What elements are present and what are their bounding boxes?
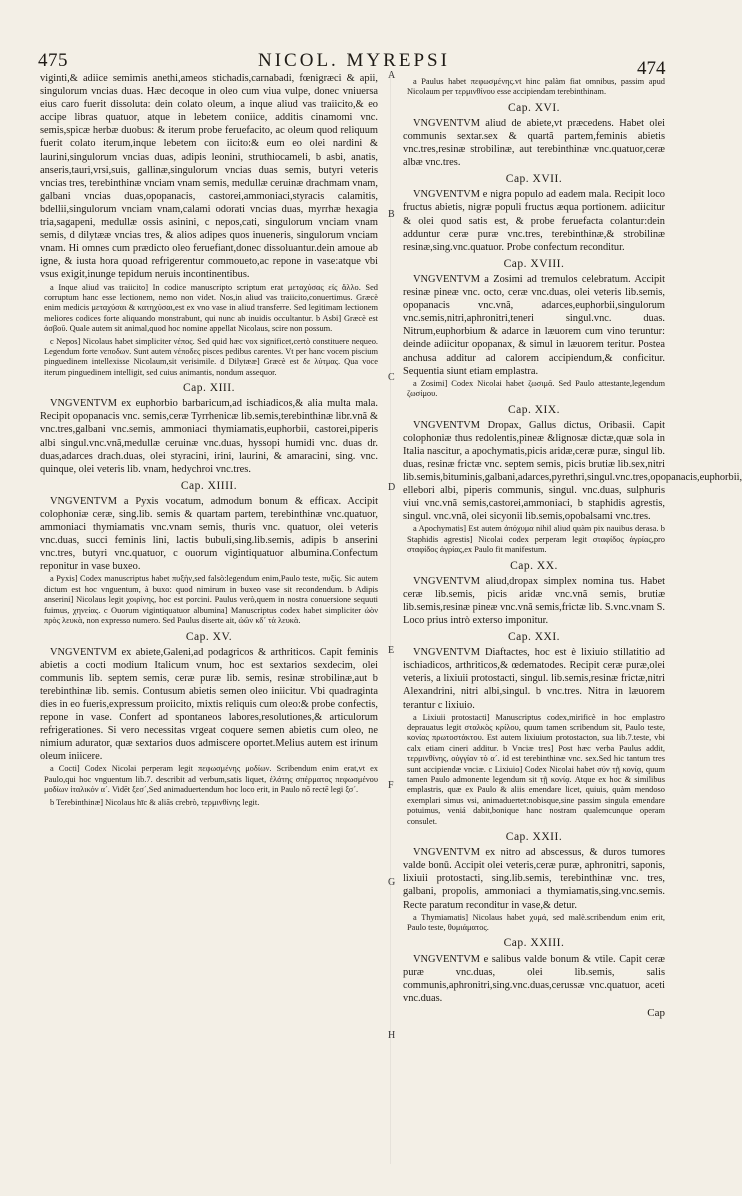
chapter-heading: Cap. XXII. xyxy=(505,831,563,844)
footnote-block: c Nepos] Nicolaus habet simpliciter νέπος. Sed quid hæc vox significet,certò constituere nequeo. Legendum forte νεποδων. Sunt autem νέποδες pisces pedibus carentes. Vt per hanc vocem piscium pinguedinem intellexisse Nicolaum,sit verisimile. d Dilytææ] Græcè est δε λύτμας. Qua voce iterum pinguedinem intelligit, sed cuius animantis, nondum assequor. xyxy=(44,336,378,377)
footnote-block: a Apochymatis] Est autem ἀπόχυμα nihil aliud quàm pix nauibus derasa. b Staphidis agrestis] Nicolai codex perperam legit σταφίδος ἀγρίας,pro σταφίδος ἀγρίας,ex Paulo fit manifestum. xyxy=(407,524,665,555)
chapter-heading: Cap. XIIII. xyxy=(180,479,238,492)
page-number-right: 474 xyxy=(637,58,666,79)
right-column xyxy=(403,76,742,1020)
chapter-heading: Cap. XXI. xyxy=(507,631,561,644)
chapter-heading: Cap. XIX. xyxy=(507,403,561,416)
margin-letter-e: E xyxy=(388,645,395,656)
recipe-paragraph: VNGVENTVM e salibus valde bonum & vtile. Capit ceræ puræ vnc.duas, olei lib.semis, salis communis,aphronitri,sing.vnc.duas,cerussæ vnc.quatuor, aceti vnc.duas. xyxy=(403,953,665,1004)
margin-letter-a: A xyxy=(388,70,396,81)
chapter-heading: Cap. XVIII. xyxy=(503,257,565,270)
recipe-paragraph: VNGVENTVM aliud,dropax simplex nomina tus. Habet ceræ lib.semis, picis aridæ vnc.vnã semis, brutiæ lib.semis,resinæ pineæ vnc.vnã semis,frictæ lib. S.vnc.vnam S. Loco prius intrò exterso imponitur. xyxy=(403,575,665,626)
footnote-block: a Inque aliud vas traiicito] In codice manuscripto scriptum erat μεταχύσας εἰς ἄλλο. Sed corruptum hanc esse lectionem, nemo non videt. Nos,in aliud vas traiicito,conuertimus. Græcè enim medicis μεταχύσαι & κατηχύσαι,est ex vno vase in aliud transferre. Sed legitimam lectionem meliores codices forte aliquando monstrabunt, qui nunc ab inuidis occultantur. b Asbi] Græcè est ἀσβοῦ. Quale autem sit animal,quod hoc nomine appellat Nicolaus, scire non possum. xyxy=(44,282,378,334)
column-gutter xyxy=(390,74,391,1164)
paragraph-continuation: viginti,& adiice semimis anethi,ameos stichadis,carnabadi, fœnigræci & apii, singulorum vncias duas. Hæc decoque in oleo cum viua vulpe, donec vniuersa eius caro fuerit dissoluta: dein colato oleum, a inque aliud vas traiicito,& eo accipe libras quatuor, atque in lebetem coniice, additis cinamomi vnc. semis,spicæ herbæ duobus: & iterum probe feruefacito, ac oleum quod reliquum fuerit colato iterum,inque lebetem con iicito:& eum eo olei nardini & laurini,singulorum vncias duas, adipis leonini, struthiocameli, b asbi, anatis, anseris,tauri,vrsi,suis, gallinæ,singulorum vncias duas semis, butyri veteris vncias tres, terebinthinæ vnciam vnam semis, medullæ ceruinæ drachmam vnam, galbani vncias duas,opopanacis, castorei,ammoniaci,styracis calamitis, bdellii,singulorum vnciam vnam,calami odorati vncias duas, myrrhæ hexagia tria,sagapeni, medullæ ossis asinini, c nepos,cati, singulorum vnciam vnam semis, d dilytææ vncias tres, & alios adipes quos inueneris, singulorum vnciam vnam. Hi omnes cum prædicto oleo feruefiant,donec dissoluantur.dein amoue ab igne, & iusta hora quoad refrigerentur commoueto,ac repone in vase:atque vbi vsus exigit,inunge tepidum neruis incontinentibus. xyxy=(40,73,378,281)
recipe-paragraph: VNGVENTVM aliud de abiete,vt præcedens. Habet olei communis sextar.sex & quartã partem,feminis abietis vnc.tres,resinæ strobilinæ, aut terebinthinæ vnc.quatuor,ceræ albæ vnc.tres. xyxy=(403,117,665,169)
footnote-block: a Cocti] Codex Nicolai perperam legit πεφωσμένης μοδίων. Scribendum enim erat,vt ex Paulo,qui hoc vnguentum lib.7. describit ad verbum,satis liquet, ἐλάτης σπέρματος πεφωσμένου μοδίων ἰταλικόν α´. Vidēt ξεσ´,Sed animaduertendum hoc loco erit, in Paulo nō rectē legi ξσ´. xyxy=(44,764,378,795)
catchword: Cap xyxy=(647,1006,665,1019)
footnote-block: b Terebinthinæ] Nicolaus hīc & aliās crebrò, τερμινθίνης legit. xyxy=(50,797,260,807)
chapter-heading: Cap. XVII. xyxy=(505,173,563,186)
footnote-block: a Zosimi] Codex Nicolai habet ζωσιμᾶ. Sed Paulo attestante,legendum ζωσίμου. xyxy=(407,378,665,399)
recipe-paragraph: VNGVENTVM e nigra populo ad eadem mala. Recipit loco fructus abietis, nigræ populi fructus æqua portionem. adiicitur & olei quod satis est, & probe feruefacta colantur:dein adduntur ceræ puræ vnc.tres, terebinthinæ,& strobilinæ resinæ,sing.vnc.quatuor. Probe confectum reconditur. xyxy=(403,189,665,253)
recipe-paragraph: VNGVENTVM ex euphorbio barbaricum,ad ischiadicos,& alia multa mala. Recipit opopanacis vnc. semis,ceræ Tyrrhenicæ lib.semis,terebinthinæ libr.vnã & vnc.tres,galbani vnc.semis, ammoniaci thymiamatis,euphorbii, castorei,piperis albi singul.vnc.vnã,medullæ ceruinæ vnc.duas, hyssopi humidi vnc. duas dr. duas,adarces drach.duas, olei styracini, irini, laurini, & amaracini, sing. vnc. quinque, olei veteris lib. vnam, hedychroi vnc.tres. xyxy=(40,398,378,475)
margin-letter-h: H xyxy=(388,1030,396,1041)
chapter-heading: Cap. XV. xyxy=(185,630,233,643)
recipe-paragraph: VNGVENTVM a Zosimi ad tremulos celebratum. Accipit resinæ pineæ vnc. octo, ceræ vnc.duas, olei veteris lib.semis, opopanacis vnc.vnã, adarces,euphorbii,singulorum vnc.semis,nitri,aphronitri,teneri singul.vnc. duas. Nitrum,euphorbium & adarce in læuorem cum vino teruntur: deinde adiicitur opopanax, & simul in læuorem teritur. Postea anchusa additur ad calorem accipiendum,& conficitur. Sequentia siunt etiam emplastra. xyxy=(403,273,665,377)
chapter-heading: Cap. XX. xyxy=(510,559,558,572)
margin-letter-g: G xyxy=(388,877,396,888)
margin-letter-c: C xyxy=(388,372,395,383)
recipe-paragraph: VNGVENTVM Diaftactes, hoc est è lixiuio stillatitio ad ischiadicos, arthriticos,& œdematodes. Recipit ceræ puræ,olei veteris, a lixiuii protostacti, singul. lib.semis,resinæ frictæ,nitri Alexandrini, nitri albi,singul. b vnc.tres. Nitra in læuorem terantur c lixiuio. xyxy=(403,647,665,711)
recipe-paragraph: VNGVENTVM ex nitro ad abscessus, & duros tumores valde bonū. Accipit olei veteris,ceræ puræ, aphronitri, saponis, lixiuii protostacti, sing.lib.semis, terebinthinæ vnc. tres, galbani, propolis, ammoniaci a thymiamatis,sing.vnc.semis. Recte paratum reconditur in vase,& detur. xyxy=(403,847,665,911)
chapter-heading: Cap. XXIII. xyxy=(503,937,565,950)
footnote-block: a Pyxis] Codex manuscriptus habet πυξὴν,sed falsò:legendum enim,Paulo teste, πυξὶς. Sic autem dictum est hoc vnguentum, à buxo: quod nimirum in buxeo vase sit recondendum. b Adipis anserini] Nicolaus legit χοιρίνης, hoc est porcini. Paulus verò,quem in nostra conuersione sequuti fuimus, χηνείας. c Ouorum vigintiquatuor albumina] Manuscriptus codex habet simpliciter ὠὸν πρὸς λευκὰ, non expresso numero. Sed Paulus diserte ait, ὠῶν κδ´ τὰ λευκὰ. xyxy=(44,574,378,626)
margin-letter-d: D xyxy=(388,482,396,493)
running-title: NICOL. MYREPSI xyxy=(258,50,450,71)
footnote-block: a Thymiamatis] Nicolaus habet χυμά, sed malè.scribendum enim erit, Paulo teste, θυμιάματος. xyxy=(407,912,665,933)
footnote-block: a Paulus habet πεφωσμένης.vt hinc palàm fiat omnibus, passim apud Nicolaum per τερμινθίνου esse accipiendam terebinthinam. xyxy=(407,77,665,97)
recipe-paragraph: VNGVENTVM ex abiete,Galeni,ad podagricos & arthriticos. Capit feminis abietis a cocti modium Italicum vnum, hoc est sextarios sexdecim, olei communis lib. septem semis, ceræ puræ lib. semis, resinæ strobilinæ,aut b terebinthinæ lib. semis. Contusum abietis semen oleo iniicitur. Vbi quadraginta dies in eo fueris,expressum proiicito, mixtis reliquis cum oleo:& probe confectis, repone in vase. Confert ad spontaneos labores,resolutiones,& articulorum refrigerationes. Si vero necessitas vrgeat coquere semen abietis cum oleo, ne nimium adurator, quæ sextarios duos admiscere oportet.Melius autem est irinum oleum iniicere. xyxy=(40,646,378,763)
chapter-heading: Cap. XIII. xyxy=(183,382,235,395)
chapter-heading: Cap. XVI. xyxy=(507,101,561,114)
left-column xyxy=(40,72,378,810)
footnote-block: a Lixiuii protostacti] Manuscriptus codex,mirificè in hoc emplastro deprauatus legit σταλκὸς κρίλου, quum tamen scribendum sit, Paulo teste, κονίας πρωτοστάκτου. Est autem lixiuium protostacton, sua lib.7.teste, vbi calx etiam cineri additur. b Vnciæ tres] Post hæc verba Paulus addit, τερμινθίνης, οὐγγίαν τὸ α´. id est terebinthinæ vnc. sex.Sed hic tantum tres sunt accipiendæ vnciæ. c Lixiuio] Codex Nicolai habet σύν τῇ κονίᾳ, quum tamen Paulo admonente legendum sit τῇ κονίᾳ. Atque ex hoc & similibus emplastris, quæ ex Paulo & aliis emendare licet, quiuis, quàm mendoso exemplari simus vsi, animaduertet:nobisque,sine passim singula emendare potuimus, veniá dabit,bonique hanc nostram qualemcunque operam consulet. xyxy=(407,712,665,826)
page-number-left: 475 xyxy=(38,50,68,71)
recipe-paragraph: VNGVENTVM Dropax, Gallus dictus, Oribasii. Capit colophoniæ thus redolentis,pineæ &lignosæ dictæ,quæ sola in Italia nascitur, a apochymatis,picis aridæ,ceræ puræ, singul lib. duas, resinæ frictæ vnc. septem semis, picis brutiæ lib.sex,nitri lib.semis,bituminis,galbani,adarces,pyrethri,singul.vnc.tres,opopanacis,euphorbii, ellebori albi, piperis communis, singul. vnc.duas, sulphuris viui vnc.vnã semis,castorei,ammoniaci, b staphidis agrestis, singul. vnc.vnã, olei sicyonii lib.semis,opobalsami vnc.tres. xyxy=(403,419,742,523)
margin-letter-b: B xyxy=(388,209,395,220)
recipe-paragraph: VNGVENTVM a Pyxis vocatum, admodum bonum & efficax. Accipit colophoniæ ceræ, sing.lib. semis & quartam partem, terebinthinæ vnc.quatuor, ammoniaci thymiamatis vnc.vnam semis, thuris vnc. quatuor, olei veteris vnc.duas, succi feminis lini, lactis bubuli,sing.lib.semis, adipis b anserini vnc.tres, butyri vnc.quatuor, c ouorum vigintiquatuor albumina.Confectum reponitur in vase buxeo. xyxy=(40,495,378,573)
margin-letter-f: F xyxy=(388,780,394,791)
